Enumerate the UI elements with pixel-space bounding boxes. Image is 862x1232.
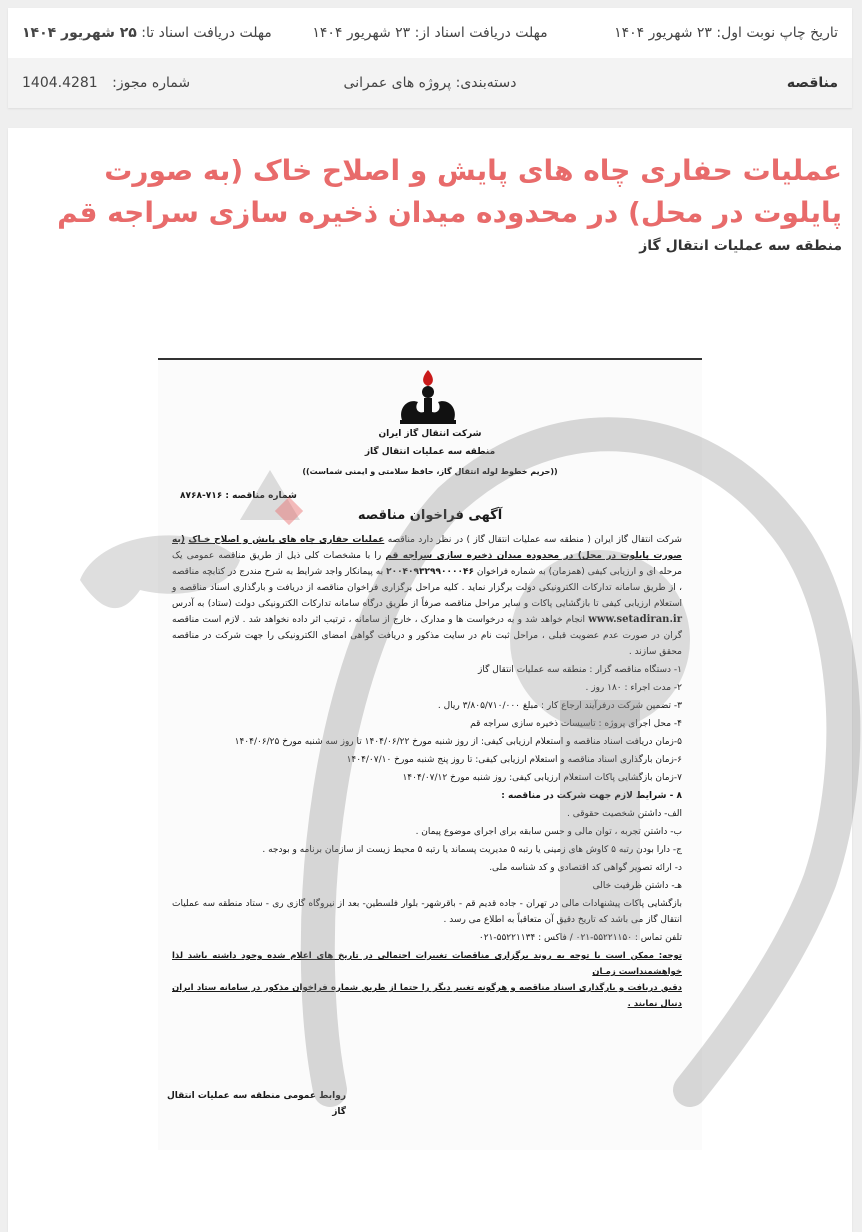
category: دسته‌بندی: پروژه های عمرانی [343, 75, 517, 91]
notice-company: شرکت انتقال گاز ایران [378, 429, 482, 439]
receive-to-value: ۲۵ شهریور ۱۴۰۴ [22, 25, 137, 41]
intro-1: شرکت انتقال گاز ایران ( منطقه سه عملیات انتقال گاز ) در نظر دارد مناقصه [387, 535, 682, 545]
info-row-dates [8, 8, 852, 58]
receive-to-date [8, 25, 294, 41]
website-link[interactable]: www.setadiran.ir [588, 614, 682, 625]
note-line-1: توجه: ممکن است با توجه به روند برگزاری مناقصات تغییرات احتمالی در تاریخ های اعلام شده وجود داشته باشد لذا خواهشمنداست زمـان [172, 951, 682, 977]
item-8: ۸ - شرایط لازم جهت شرکت در مناقصه : [501, 791, 682, 801]
notice-motto: ((حریم خطوط لوله انتقال گاز، حافظ سلامتی و ایمنی شماست)) [302, 467, 558, 476]
item-7: ۷-زمان بازگشایی پاکات استعلام ارزیابی کیفی: روز شنبه مورخ ۱۴۰۴/۰۷/۱۲ [402, 773, 682, 783]
organization-name: منطقه سه عملیات انتقال گاز [639, 238, 842, 254]
condition-a: الف- داشتن شخصیت حقوقی . [566, 809, 682, 819]
item-3: ۳- تضمین شرکت درفرآیند ارجاع کار : مبلغ ۳/۸۰۵/۷۱۰/۰۰۰ ریال . [437, 701, 682, 711]
item-1: ۱- دستگاه مناقصه گزار : منطقه سه عملیات انتقال گاز [478, 665, 682, 675]
company-logo-icon [388, 368, 468, 432]
condition-b: ب- داشتن تجربه ، توان مالی و حسن سابقه برای اجرای موضوع پیمان . [415, 827, 682, 837]
tender-info-card [8, 8, 852, 108]
tender-type: مناقصه [786, 75, 838, 91]
item-4: ۴- محل اجرای پروژه : تاسیسات ذخیره سازی سراجه قم [470, 719, 682, 729]
notice-heading: آگهی فراخوان مناقصه [357, 508, 503, 523]
permit-value: 1404.4281 [22, 75, 98, 91]
condition-c: ج- دارا بودن رتبه ۵ کاوش های زمینی یا رتبه ۵ مدیریت پسماند یا رتبه ۵ محیط زیست از سازمان برنامه و بودجه . [262, 845, 682, 855]
receive-to-label: مهلت دریافت اسناد تا: [141, 25, 272, 41]
info-row-meta [8, 58, 852, 108]
notice-document [158, 360, 702, 1150]
receive-from-date: مهلت دریافت اسناد از: ۲۳ شهریور ۱۴۰۴ [312, 25, 548, 41]
permit-label: شماره مجوز: [112, 75, 191, 91]
note-line-2: دقیق دریافت و بارگذاری اسناد مناقصه و هرگونه تغییر دیگر را حتما از طریق شماره فراخوان مذکور در سامانه ستاد ایران دنبال نمایند . [172, 983, 682, 1009]
item-5: ۵-زمان دریافت اسناد مناقصه و استعلام ارزیابی کیفی: از روز شنبه مورخ ۱۴۰۴/۰۶/۲۲ تا روز سه شنبه مورخ ۱۴۰۴/۰۶/۲۵ [234, 737, 682, 747]
intro-2: را با مشخصات کلی ذیل از طریق مناقصه عمومی [186, 551, 382, 561]
tender-number: شماره مناقصه : ۷۱۶-۸۷۶۸ [180, 491, 297, 501]
item-2: ۲- مدت اجراء : ۱۸۰ روز . [585, 683, 682, 693]
condition-d: د- ارائه تصویر گواهی کد اقتصادی و کد شناسه ملی. [489, 863, 682, 873]
call-number: ۲۰۰۴۰۹۳۲۹۹۰۰۰۰۴۶ [386, 567, 474, 577]
phone-fax: تلفن تماس : ۵۵۲۲۱۱۵۰-۰۲۱ / فاکس : ۵۵۲۲۱۱۳۴-۰۲۱ [478, 933, 682, 943]
intro-3: یک مرحله ای و ارزیابی کیفی (همزمان) به شماره فراخوان [172, 551, 682, 577]
notice-region: منطقه سه عملیات انتقال گاز [364, 447, 496, 457]
opening-info: بازگشایی پاکات پیشنهادات مالی در تهران - جاده قدیم قم - باقرشهر- بلوار فلسطین- بعد از نیروگاه گازی ری - ستاد منطقه سه عملیات انتقال گاز می باشد که تاریخ دقیق آن متعاقباً به اطلاع می رسد . [172, 899, 682, 925]
item-6: ۶-زمان بارگذاری اسناد مناقصه و استعلام ارزیابی کیفی: تا روز پنج شنبه مورخ ۱۴۰۴/۰۷/۱۰ [346, 755, 682, 765]
condition-e: هـ- داشتن ظرفیت خالی [592, 881, 682, 891]
intro-1-bold: عملیات حفاری چاه های پایش و اصلاح خـاک [188, 535, 385, 545]
intro-4: به پیمانکار واجد شرایط به شرح مندرج در کتابچه مناقصه ، از طریق سامانه تدارکات الکترونیکی دولت برگزار نماید . کلیه مراحل برگزاری فراخوان مناقصه از دریافت و بارگذاری اسناد مناقصه و استعلام ارزیابی کیفی تا بازگشایی پاکات و سایر مراحل مناقصه صرفاً از طریق درگاه سامانه تدارکات الکترونیکی دولت (ستاد) به آدرس [172, 567, 682, 609]
permit-number [8, 75, 294, 91]
notice-signature: روابط عمومی منطقه سه عملیات انتقال گاز [166, 1091, 346, 1117]
intro-paragraph [172, 532, 682, 660]
notice-body [172, 532, 682, 1012]
print-date: تاریخ چاپ نوبت اول: ۲۳ شهریور ۱۴۰۴ [614, 25, 838, 41]
intro-2-bold: (به صورت پایلوت در محل) در محدوده میدان ذخیره سازی سراجه قم [172, 535, 682, 561]
intro-5: انجام خواهد شد و به درخواست ها و مدارک ، خارج از سامانه ، ترتیب اثر داده نخواهد شد . لازم است مناقصه گران در صورت عدم عضویت قبلی ، مراحل ثبت نام در سایت مذکور و دریافت گواهی امضای الکترونیکی را جهت شرکت در مناقصه محقق سازند . [172, 615, 682, 657]
notice-image [158, 358, 702, 1150]
page-title: عملیات حفاری چاه های پایش و اصلاح خاک (به صورت پایلوت در محل) در محدوده میدان ذخیره سازی سراجه قم [57, 154, 842, 229]
